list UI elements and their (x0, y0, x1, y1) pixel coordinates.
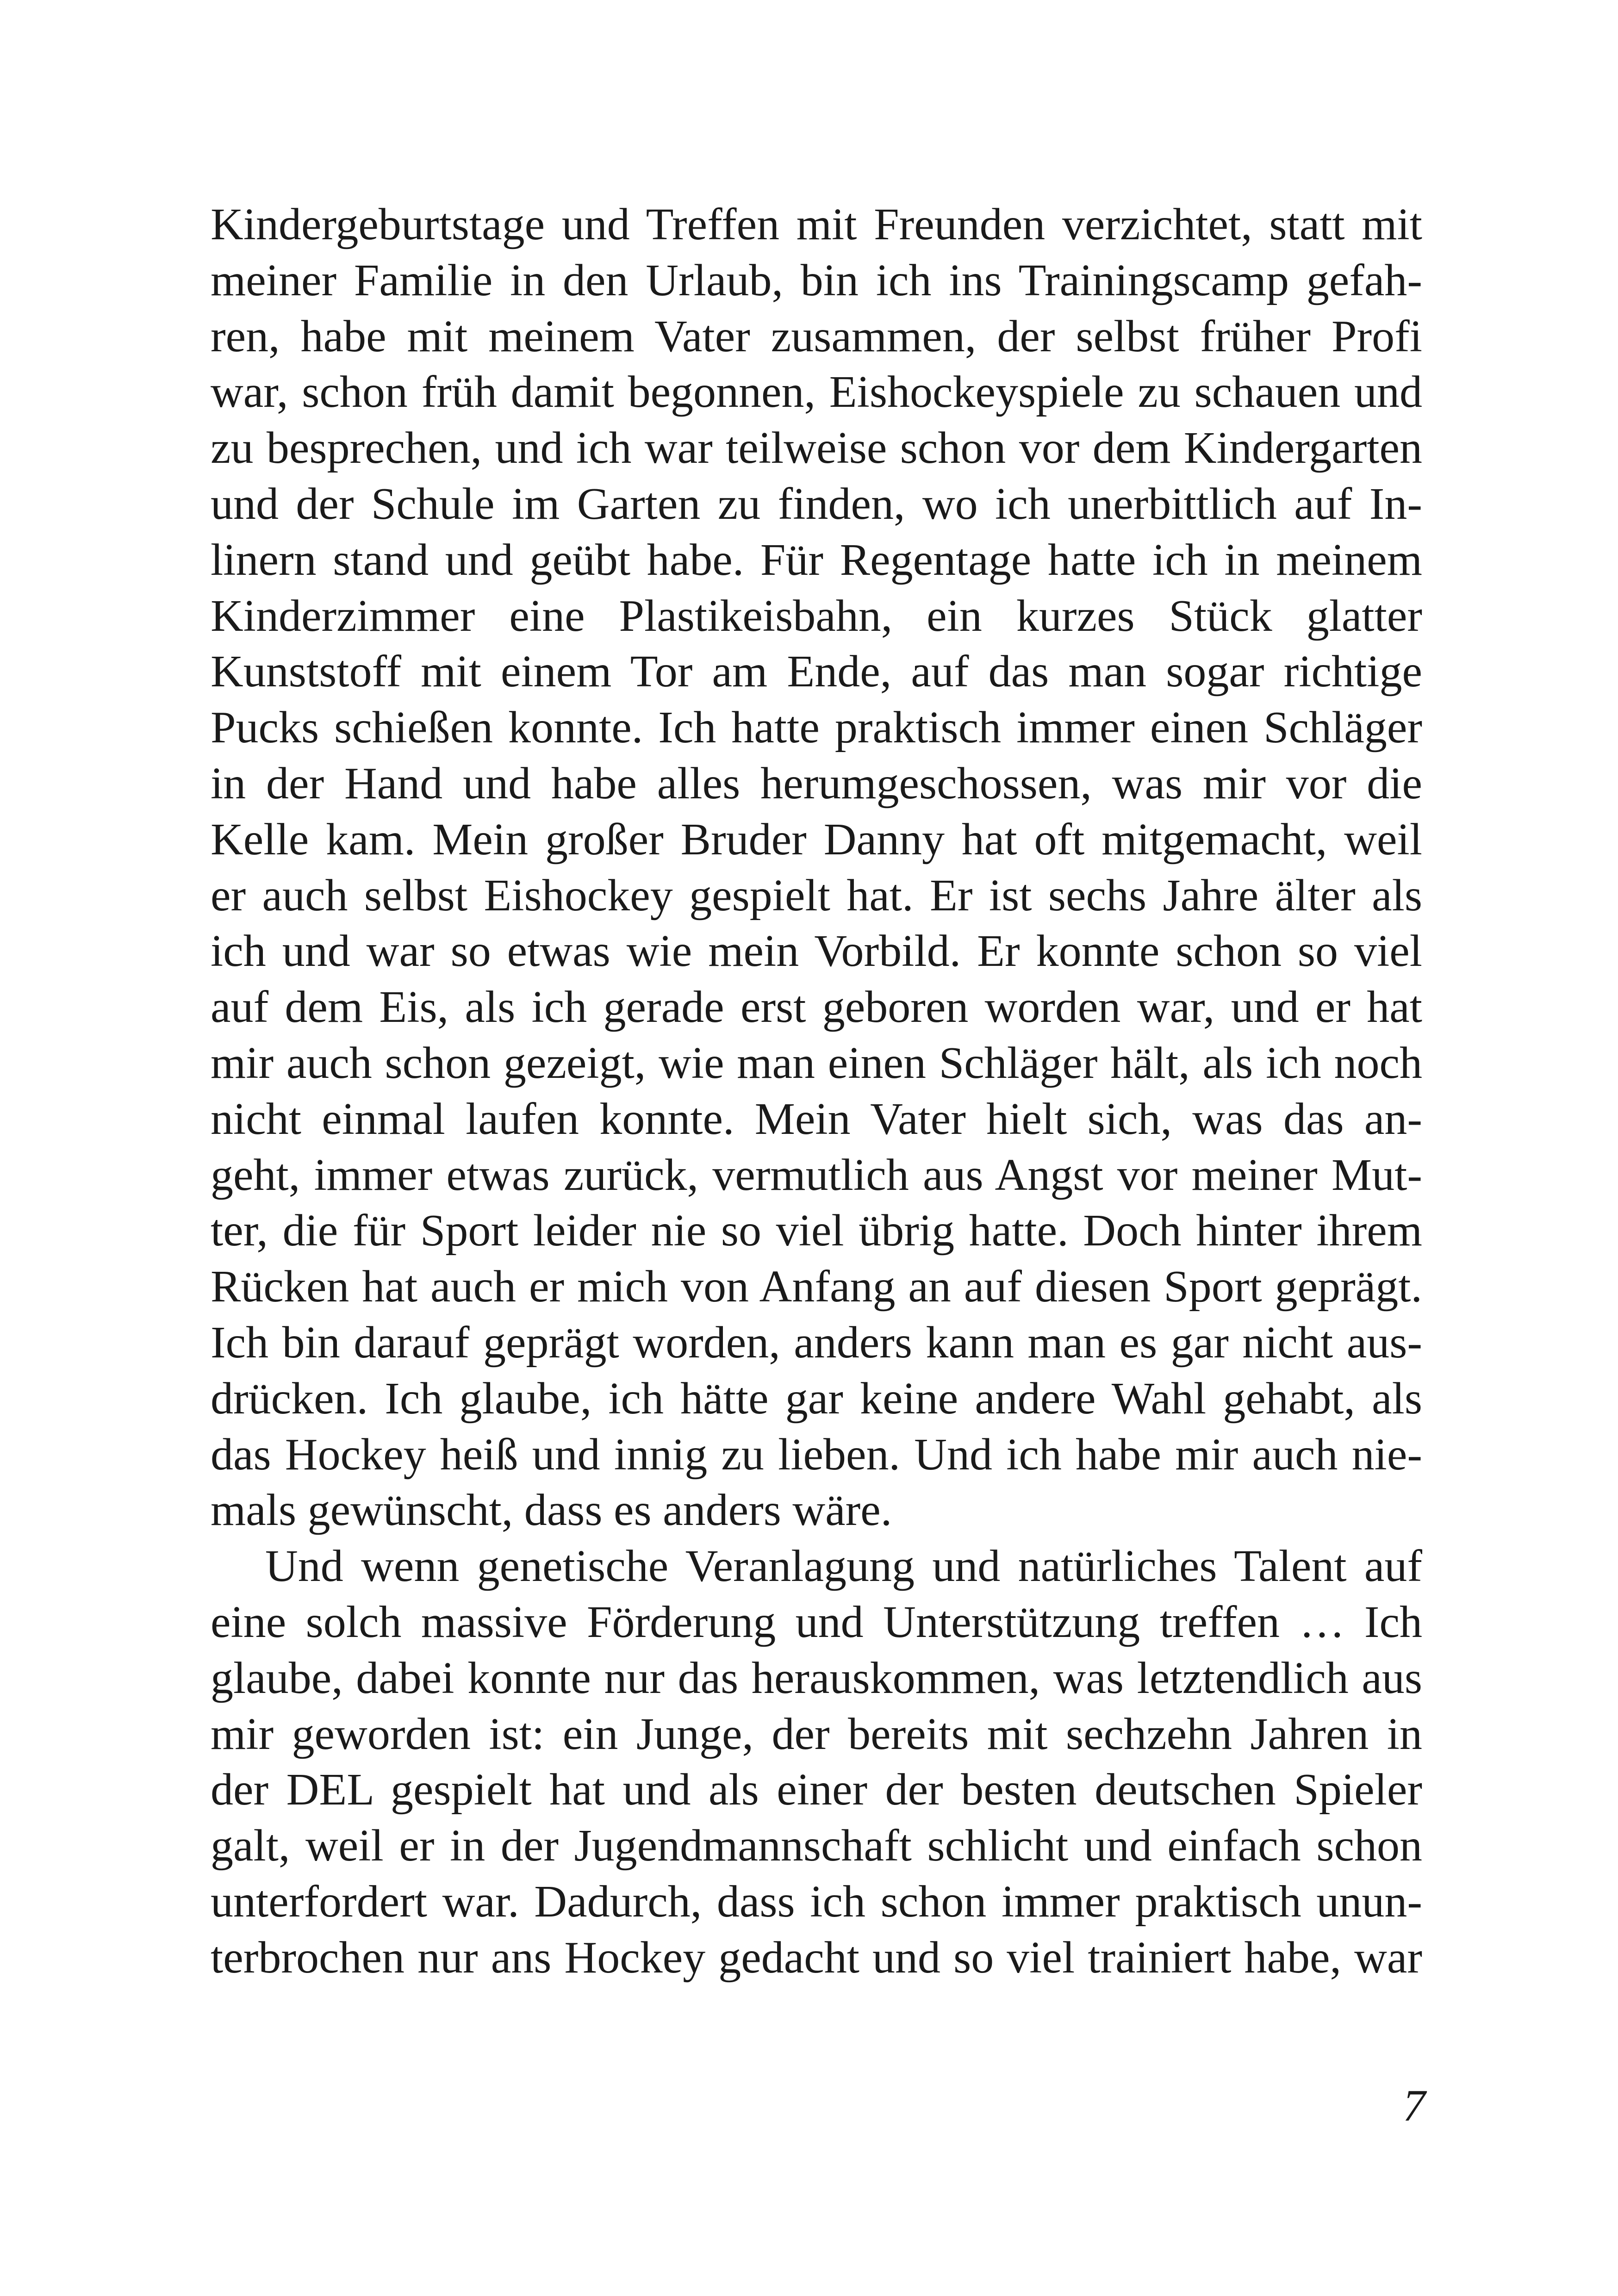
page-number: 7 (1403, 2081, 1425, 2131)
paragraph-1 (211, 197, 1422, 1538)
text-line: in der Hand und habe alles herumgeschossen, was mir vor die (211, 758, 1422, 809)
text-line: der DEL gespielt hat und als einer der besten deutschen Spieler (211, 1765, 1422, 1815)
text-line: drücken. Ich glaube, ich hätte gar keine andere Wahl gehabt, als (211, 1373, 1422, 1424)
text-line: eine solch massive Förderung und Unterstützung treffen … Ich (211, 1597, 1422, 1647)
text-line: Kindergeburtstage und Treffen mit Freunden verzichtet, statt mit (211, 199, 1422, 249)
text-line: auf dem Eis, als ich gerade erst geboren worden war, und er hat (211, 982, 1422, 1033)
paragraph-2 (211, 1538, 1422, 1985)
body-text (211, 197, 1422, 1986)
text-line: Und wenn genetische Veranlagung und natürliches Talent auf (265, 1541, 1422, 1592)
text-line: ren, habe mit meinem Vater zusammen, der selbst früher Profi (211, 311, 1422, 361)
text-line: galt, weil er in der Jugendmannschaft schlicht und einfach schon (211, 1821, 1422, 1871)
text-line: meiner Familie in den Urlaub, bin ich ins Trainingscamp gefah- (211, 255, 1422, 305)
text-line: nicht einmal laufen konnte. Mein Vater hielt sich, was das an- (211, 1094, 1422, 1144)
text-line: glaube, dabei konnte nur das herauskommen, was letztendlich aus (211, 1653, 1422, 1703)
text-line: mir auch schon gezeigt, wie man einen Schläger hält, als ich noch (211, 1038, 1422, 1088)
text-line: Pucks schießen konnte. Ich hatte praktisch immer einen Schläger (211, 703, 1422, 753)
text-line: zu besprechen, und ich war teilweise schon vor dem Kindergarten (211, 423, 1422, 473)
text-line: Rücken hat auch er mich von Anfang an auf diesen Sport geprägt. (211, 1262, 1422, 1312)
text-line: das Hockey heiß und innig zu lieben. Und ich habe mir auch nie- (211, 1429, 1422, 1480)
text-line: unterfordert war. Dadurch, dass ich schon immer praktisch unun- (211, 1876, 1422, 1927)
text-line: mals gewünscht, dass es anders wäre. (211, 1485, 892, 1536)
text-line: er auch selbst Eishockey gespielt hat. Er ist sechs Jahre älter als (211, 870, 1422, 921)
text-line: ich und war so etwas wie mein Vorbild. Er konnte schon so viel (211, 926, 1422, 977)
text-line: Kunststoff mit einem Tor am Ende, auf das man sogar richtige (211, 647, 1422, 697)
text-line: linern stand und geübt habe. Für Regentage hatte ich in meinem (211, 535, 1422, 585)
text-line: war, schon früh damit begonnen, Eishockeyspiele zu schauen und (211, 367, 1422, 417)
text-line: ter, die für Sport leider nie so viel übrig hatte. Doch hinter ihrem (211, 1206, 1422, 1256)
text-line: mir geworden ist: ein Junge, der bereits mit sechzehn Jahren in (211, 1709, 1422, 1759)
text-line: und der Schule im Garten zu finden, wo ich unerbittlich auf In- (211, 479, 1422, 529)
text-line: Kelle kam. Mein großer Bruder Danny hat oft mitgemacht, weil (211, 814, 1422, 865)
text-line: geht, immer etwas zurück, vermutlich aus Angst vor meiner Mut- (211, 1150, 1422, 1200)
text-line: Ich bin darauf geprägt worden, anders kann man es gar nicht aus- (211, 1317, 1422, 1368)
text-line: Kinderzimmer eine Plastikeisbahn, ein kurzes Stück glatter (211, 591, 1422, 641)
text-line: terbrochen nur ans Hockey gedacht und so viel trainiert habe, war (211, 1932, 1422, 1983)
